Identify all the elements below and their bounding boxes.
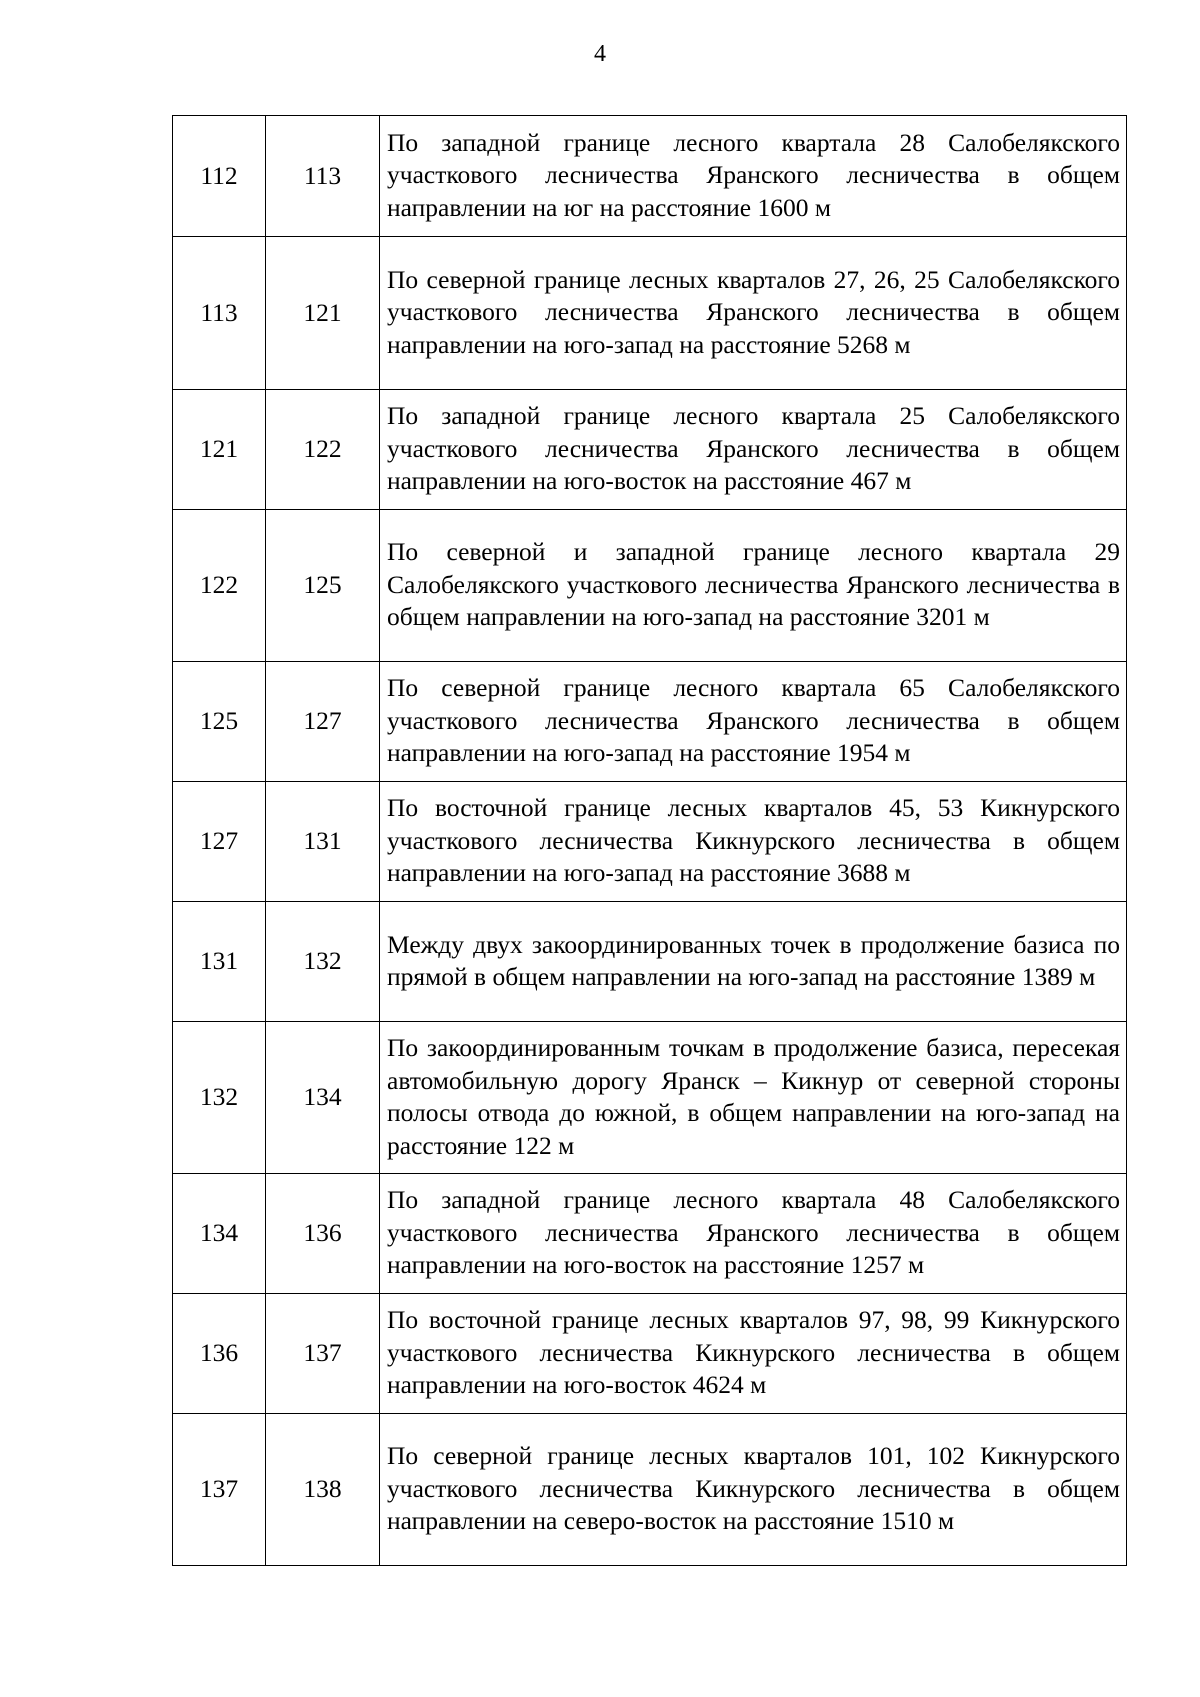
table-row [173, 1414, 1127, 1566]
from-point-cell: 113 [173, 237, 266, 390]
to-point-cell: 125 [266, 510, 380, 662]
from-point-cell: 125 [173, 662, 266, 782]
to-point-cell: 138 [266, 1414, 380, 1566]
boundary-description-cell: По северной и западной границе лесного квартала 29 Салобелякского участкового лесничества Яранского лесничества в общем направлении на юго-запад на расстояние 3201 м [380, 510, 1127, 662]
boundary-description-cell: По восточной границе лесных кварталов 97, 98, 99 Кикнурского участкового лесничества Кикнурского лесничества в общем направлении на юго-восток 4624 м [380, 1294, 1127, 1414]
boundary-description-cell: По закоординированным точкам в продолжение базиса, пересекая автомобильную дорогу Яранск – Кикнур от северной стороны полосы отвода до южной, в общем направлении на юго-запад на расстояние 122 м [380, 1022, 1127, 1174]
to-point-cell: 121 [266, 237, 380, 390]
to-point-cell: 136 [266, 1174, 380, 1294]
table-row [173, 390, 1127, 510]
to-point-cell: 113 [266, 116, 380, 237]
to-point-cell: 134 [266, 1022, 380, 1174]
boundary-description-table [172, 115, 1127, 1566]
from-point-cell: 127 [173, 782, 266, 902]
from-point-cell: 121 [173, 390, 266, 510]
to-point-cell: 131 [266, 782, 380, 902]
from-point-cell: 137 [173, 1414, 266, 1566]
table-row [173, 116, 1127, 237]
boundary-description-cell: По западной границе лесного квартала 48 Салобелякского участкового лесничества Яранского лесничества в общем направлении на юго-восток на расстояние 1257 м [380, 1174, 1127, 1294]
to-point-cell: 137 [266, 1294, 380, 1414]
boundary-description-cell: По восточной границе лесных кварталов 45, 53 Кикнурского участкового лесничества Кикнурского лесничества в общем направлении на юго-запад на расстояние 3688 м [380, 782, 1127, 902]
from-point-cell: 131 [173, 902, 266, 1022]
table-row [173, 782, 1127, 902]
table-row [173, 237, 1127, 390]
page-number: 4 [594, 41, 606, 67]
to-point-cell: 127 [266, 662, 380, 782]
boundary-description-cell: Между двух закоординированных точек в продолжение базиса по прямой в общем направлении на юго-запад на расстояние 1389 м [380, 902, 1127, 1022]
boundary-description-cell: По северной границе лесных кварталов 101, 102 Кикнурского участкового лесничества Кикнурского лесничества в общем направлении на северо-восток на расстояние 1510 м [380, 1414, 1127, 1566]
table-row [173, 1022, 1127, 1174]
table-row [173, 902, 1127, 1022]
boundary-description-cell: По западной границе лесного квартала 25 Салобелякского участкового лесничества Яранского лесничества в общем направлении на юго-восток на расстояние 467 м [380, 390, 1127, 510]
table-row [173, 662, 1127, 782]
from-point-cell: 132 [173, 1022, 266, 1174]
from-point-cell: 136 [173, 1294, 266, 1414]
boundary-description-cell: По северной границе лесного квартала 65 Салобелякского участкового лесничества Яранского лесничества в общем направлении на юго-запад на расстояние 1954 м [380, 662, 1127, 782]
from-point-cell: 112 [173, 116, 266, 237]
table-row [173, 1294, 1127, 1414]
to-point-cell: 122 [266, 390, 380, 510]
table-row [173, 510, 1127, 662]
from-point-cell: 122 [173, 510, 266, 662]
to-point-cell: 132 [266, 902, 380, 1022]
boundary-description-cell: По западной границе лесного квартала 28 Салобелякского участкового лесничества Яранского лесничества в общем направлении на юг на расстояние 1600 м [380, 116, 1127, 237]
boundary-description-cell: По северной границе лесных кварталов 27, 26, 25 Салобелякского участкового лесничества Яранского лесничества в общем направлении на юго-запад на расстояние 5268 м [380, 237, 1127, 390]
from-point-cell: 134 [173, 1174, 266, 1294]
table-row [173, 1174, 1127, 1294]
